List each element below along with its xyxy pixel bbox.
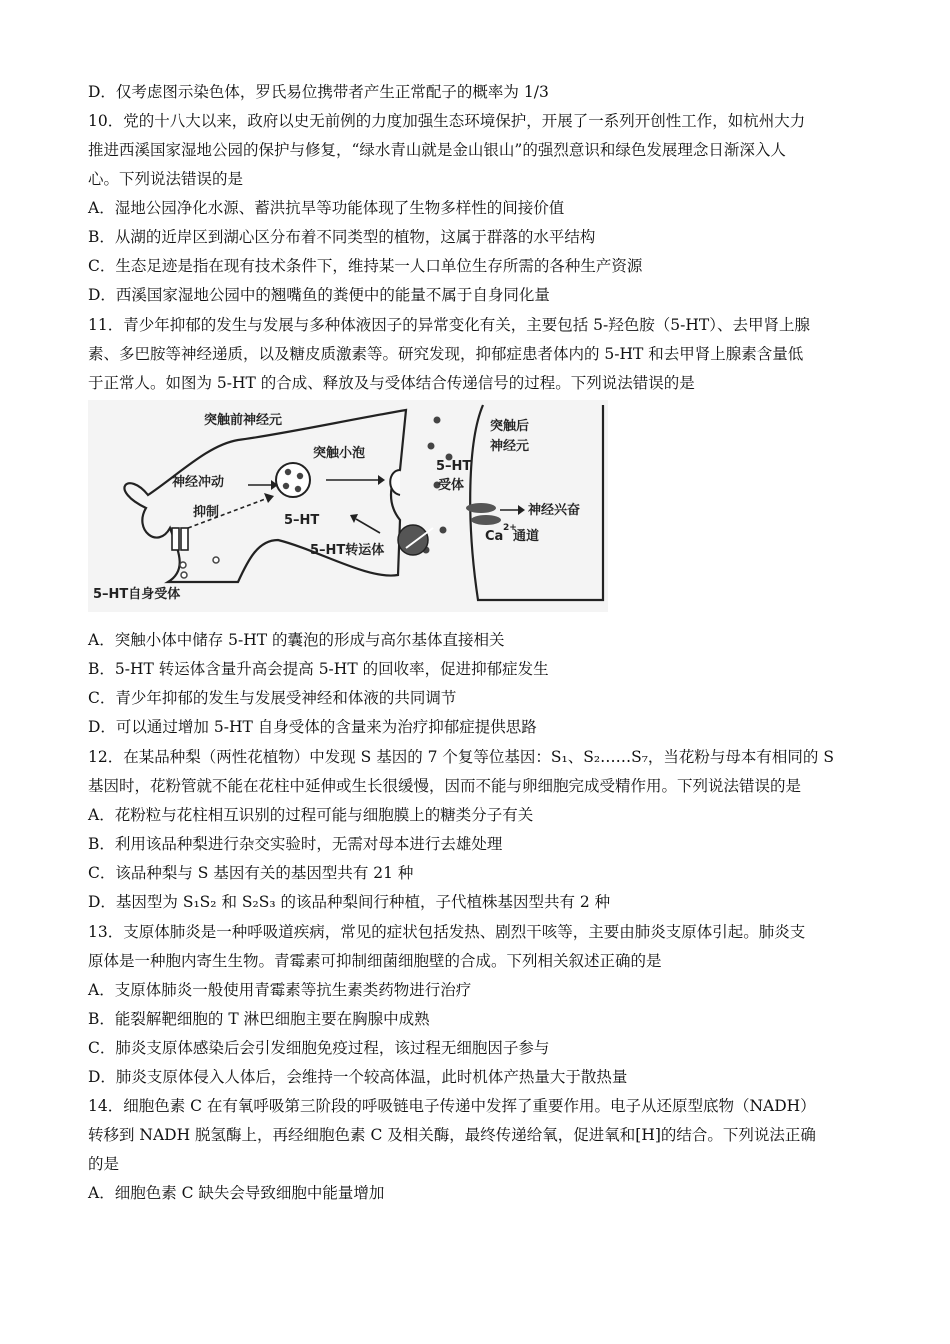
label-transporter: 5–HT转运体 (310, 543, 385, 558)
q13-option-c: C．肺炎支原体感染后会引发细胞免疫过程，该过程无细胞因子参与 (88, 1039, 550, 1057)
q10-stem-line3: 心。下列说法错误的是 (88, 170, 244, 188)
q10-option-c: C．生态足迹是指在现有技术条件下，维持某一人口单位生存所需的各种生产资源 (88, 257, 643, 275)
synapse-diagram (88, 400, 608, 612)
q11-option-b: B．5-HT 转运体含量升高会提高 5-HT 的回收率，促进抑郁症发生 (88, 660, 549, 678)
label-vesicle: 突触小泡 (313, 446, 366, 461)
label-5ht: 5–HT (284, 513, 320, 528)
q11-stem-line2: 素、多巴胺等神经递质，以及糖皮质激素等。研究发现，抑郁症患者体内的 5-HT 和去甲肾上腺素含量低 (88, 345, 804, 363)
q11-option-c: C．青少年抑郁的发生与发展受神经和体液的共同调节 (88, 689, 457, 707)
q14-stem-line3: 的是 (88, 1155, 120, 1173)
q14-option-a: A．细胞色素 C 缺失会导致细胞中能量增加 (88, 1184, 385, 1202)
label-excite: 神经兴奋 (528, 503, 581, 518)
q10-stem-line2: 推进西溪国家湿地公园的保护与修复，“绿水青山就是金山银山”的强烈意识和绿色发展理念日渐深入人 (88, 141, 786, 159)
q10-option-b: B．从湖的近岸区到湖心区分布着不同类型的植物，这属于群落的水平结构 (88, 228, 596, 246)
label-autoreceptor: 5–HT自身受体 (93, 587, 181, 602)
q13-stem-line1: 13．支原体肺炎是一种呼吸道疾病，常见的症状包括发热、剧烈干咳等，主要由肺炎支原体引起。肺炎支 (88, 923, 806, 941)
q10-option-a: A．湿地公园净化水源、蓄洪抗旱等功能体现了生物多样性的间接价值 (88, 199, 565, 217)
q12-option-a: A．花粉粒与花柱相互识别的过程可能与细胞膜上的糖类分子有关 (88, 806, 534, 824)
q11-option-a: A．突触小体中储存 5-HT 的囊泡的形成与高尔基体直接相关 (88, 631, 505, 649)
q12-stem-line1: 12．在某品种梨（两性花植物）中发现 S 基因的 7 个复等位基因：S₁、S₂……S₇，当花粉与母本有相同的 S (88, 748, 834, 766)
label-postsynaptic-1: 突触后 (490, 419, 530, 434)
label-presynaptic: 突触前神经元 (204, 413, 283, 428)
q11-stem-line3: 于正常人。如图为 5-HT 的合成、释放及与受体结合传递信号的过程。下列说法错误的是 (88, 374, 695, 392)
q13-stem-line2: 原体是一种胞内寄生生物。青霉素可抑制细菌细胞壁的合成。下列相关叙述正确的是 (88, 952, 662, 970)
label-receptor-2: 受体 (438, 478, 465, 493)
label-postsynaptic-2: 神经元 (490, 439, 530, 454)
label-ca: Ca (485, 529, 504, 544)
label-ca-superscript: 2+ (503, 523, 517, 533)
q14-stem-line1: 14．细胞色素 C 在有氧呼吸第三阶段的呼吸链电子传递中发挥了重要作用。电子从还原型底物（NADH） (88, 1097, 816, 1115)
q9-option-d: D．仅考虑图示染色体，罗氏易位携带者产生正常配子的概率为 1/3 (88, 83, 549, 101)
q13-option-a: A．支原体肺炎一般使用青霉素等抗生素类药物进行治疗 (88, 981, 472, 999)
q12-option-b: B．利用该品种梨进行杂交实验时，无需对母本进行去雄处理 (88, 835, 503, 853)
label-channel: 通道 (513, 529, 540, 544)
q12-option-d: D．基因型为 S₁S₂ 和 S₂S₃ 的该品种梨间行种植，子代植株基因型共有 2 种 (88, 893, 611, 911)
label-receptor-1: 5–HT (436, 459, 472, 474)
q10-stem-line1: 10．党的十八大以来，政府以史无前例的力度加强生态环境保护，开展了一系列开创性工作，如杭州大力 (88, 112, 806, 130)
q13-option-d: D．肺炎支原体侵入人体后，会维持一个较高体温，此时机体产热量大于散热量 (88, 1068, 628, 1086)
q12-stem-line2: 基因时，花粉管就不能在花柱中延伸或生长很缓慢，因而不能与卵细胞完成受精作用。下列说法错误的是 (88, 777, 802, 795)
q14-stem-line2: 转移到 NADH 脱氢酶上，再经细胞色素 C 及相关酶，最终传递给氧，促进氧和[H]的结合。下列说法正确 (88, 1126, 816, 1144)
label-inhibit: 抑制 (193, 505, 220, 520)
q12-option-c: C．该品种梨与 S 基因有关的基因型共有 21 种 (88, 864, 414, 882)
label-impulse: 神经冲动 (172, 475, 225, 490)
q10-option-d: D．西溪国家湿地公园中的翘嘴鱼的粪便中的能量不属于自身同化量 (88, 286, 550, 304)
q13-option-b: B．能裂解靶细胞的 T 淋巴细胞主要在胸腺中成熟 (88, 1010, 430, 1028)
q11-stem-line1: 11．青少年抑郁的发生与发展与多种体液因子的异常变化有关，主要包括 5-羟色胺（5-HT）、去甲肾上腺 (88, 316, 810, 334)
q11-option-d: D．可以通过增加 5-HT 自身受体的含量来为治疗抑郁症提供思路 (88, 718, 537, 736)
